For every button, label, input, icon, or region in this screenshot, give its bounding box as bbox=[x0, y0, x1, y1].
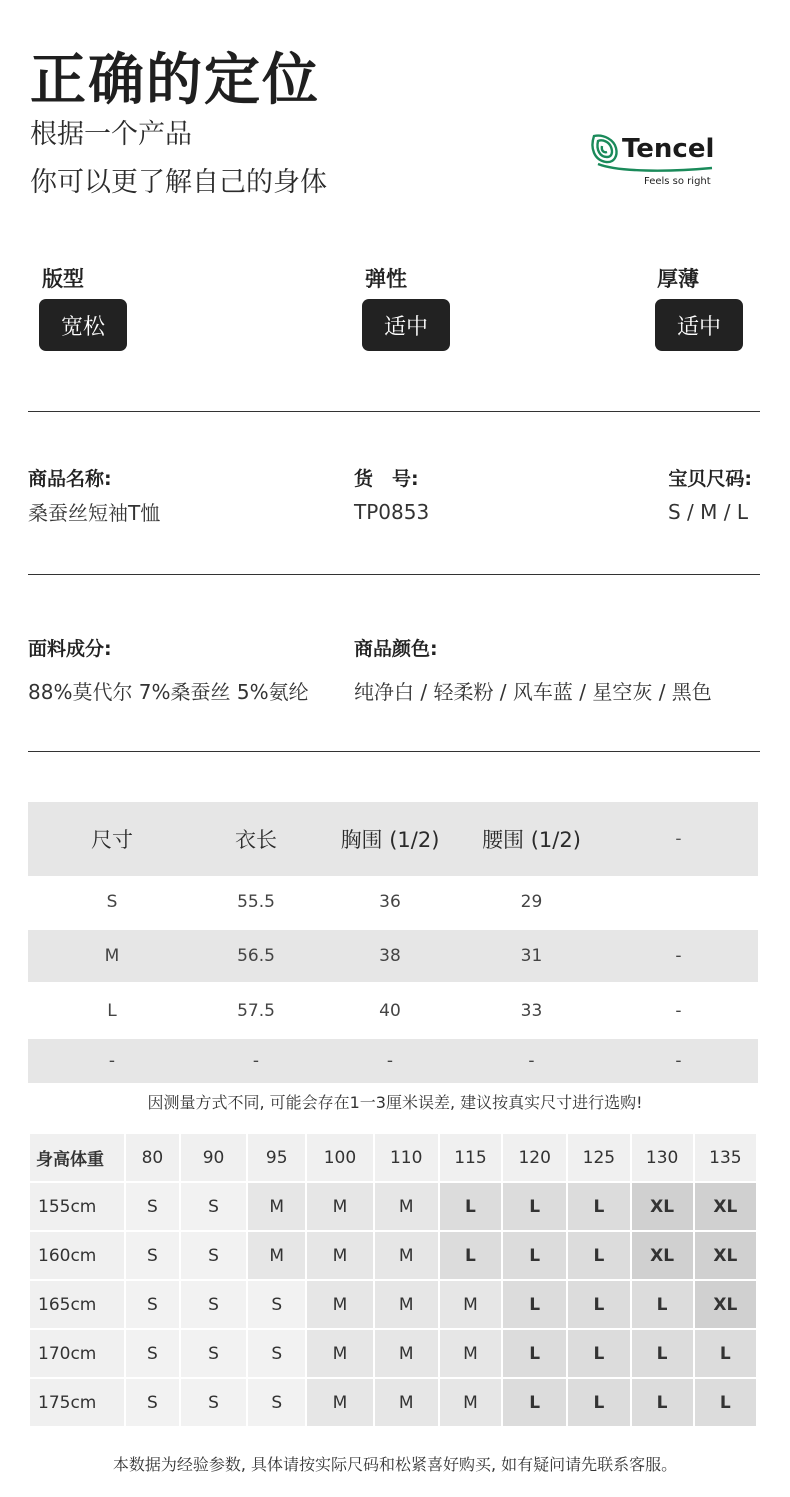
fit-size-cell: L bbox=[440, 1183, 501, 1230]
fit-height-label: 160cm bbox=[30, 1232, 124, 1279]
fit-weight-header: 100 bbox=[307, 1134, 372, 1181]
fit-size-cell: L bbox=[695, 1379, 756, 1426]
fit-size-cell: M bbox=[375, 1232, 438, 1279]
color-value: 纯净白 / 轻柔粉 / 风车蓝 / 星空灰 / 黑色 bbox=[354, 680, 712, 704]
fit-size-cell: L bbox=[568, 1281, 629, 1328]
fit-size-cell: XL bbox=[695, 1232, 756, 1279]
fit-height-label: 165cm bbox=[30, 1281, 124, 1328]
fit-size-cell: M bbox=[307, 1330, 372, 1377]
fit-size-cell: S bbox=[181, 1379, 246, 1426]
table-row bbox=[30, 1281, 756, 1328]
fit-size-cell: S bbox=[181, 1183, 246, 1230]
fit-size-cell: S bbox=[126, 1183, 179, 1230]
fit-weight-header: 135 bbox=[695, 1134, 756, 1181]
subtitle-line-1: 根据一个产品 bbox=[30, 119, 192, 150]
table-cell: 38 bbox=[379, 946, 401, 966]
table-cell: - bbox=[252, 1051, 260, 1071]
size-header-cell: - bbox=[675, 829, 682, 849]
fit-weight-header: 90 bbox=[181, 1134, 246, 1181]
fit-size-cell: M bbox=[440, 1330, 501, 1377]
size-header-cell: 衣长 bbox=[235, 828, 277, 852]
size-table-header bbox=[28, 802, 758, 876]
size-header-cell: 尺寸 bbox=[91, 828, 133, 852]
fit-size-cell: M bbox=[307, 1379, 372, 1426]
fit-size-cell: S bbox=[248, 1281, 305, 1328]
sku-label: 货 号: bbox=[354, 468, 419, 490]
fit-weight-header: 80 bbox=[126, 1134, 179, 1181]
fabric-label: 面料成分: bbox=[28, 638, 112, 660]
table-cell: - bbox=[528, 1051, 535, 1071]
fit-height-label: 155cm bbox=[30, 1183, 124, 1230]
table-cell: S bbox=[106, 892, 118, 912]
subtitle-line-2: 你可以更了解自己的身体 bbox=[30, 167, 327, 198]
table-cell: - bbox=[675, 1051, 682, 1071]
fit-size-cell: L bbox=[440, 1232, 501, 1279]
fit-size-cell: M bbox=[375, 1330, 438, 1377]
fit-table bbox=[28, 1132, 758, 1428]
attr-label-thickness: 厚薄 bbox=[657, 267, 699, 291]
fit-size-cell: L bbox=[568, 1330, 629, 1377]
fit-size-cell: XL bbox=[695, 1281, 756, 1328]
size-label: 宝贝尺码: bbox=[668, 468, 752, 490]
size-value: S / M / L bbox=[668, 500, 748, 524]
product-name-value: 桑蚕丝短袖T恤 bbox=[28, 501, 161, 525]
table-cell: 40 bbox=[379, 1000, 401, 1021]
fit-height-label: 175cm bbox=[30, 1379, 124, 1426]
table-cell: - bbox=[675, 946, 682, 966]
fit-size-cell: S bbox=[126, 1379, 179, 1426]
table-cell: - bbox=[675, 1000, 682, 1021]
fit-size-cell: L bbox=[695, 1330, 756, 1377]
fit-size-cell: L bbox=[503, 1379, 566, 1426]
footer-note: 本数据为经验参数, 具体请按实际尺码和松紧喜好购买, 如有疑问请先联系客服。 bbox=[112, 1455, 678, 1474]
fit-weight-header: 130 bbox=[632, 1134, 693, 1181]
fit-size-cell: S bbox=[126, 1281, 179, 1328]
fit-size-cell: S bbox=[248, 1379, 305, 1426]
sku-value: TP0853 bbox=[354, 500, 430, 524]
attr-chip-thickness: 适中 bbox=[655, 299, 743, 351]
fit-size-cell: XL bbox=[632, 1232, 693, 1279]
fit-size-cell: S bbox=[126, 1232, 179, 1279]
fit-height-label: 170cm bbox=[30, 1330, 124, 1377]
table-cell: - bbox=[108, 1051, 116, 1071]
size-header-cell: 腰围 (1/2) bbox=[482, 828, 581, 852]
table-row bbox=[30, 1232, 756, 1279]
table-cell: 31 bbox=[520, 946, 543, 966]
fit-weight-header: 110 bbox=[375, 1134, 438, 1181]
size-table bbox=[28, 802, 758, 1083]
table-row bbox=[28, 930, 758, 982]
fit-size-cell: M bbox=[248, 1232, 305, 1279]
divider bbox=[28, 751, 760, 752]
table-row bbox=[30, 1183, 756, 1230]
fabric-value: 88%莫代尔 7%桑蚕丝 5%氨纶 bbox=[28, 680, 309, 704]
table-row bbox=[30, 1379, 756, 1426]
table-row bbox=[28, 982, 758, 1039]
tencel-logo bbox=[588, 128, 728, 192]
table-row bbox=[30, 1330, 756, 1377]
fit-weight-header: 95 bbox=[248, 1134, 305, 1181]
table-cell: 29 bbox=[520, 892, 543, 912]
fit-size-cell: L bbox=[503, 1232, 566, 1279]
fit-size-cell: L bbox=[568, 1379, 629, 1426]
measurement-note: 因测量方式不同, 可能会存在1一3厘米误差, 建议按真实尺寸进行选购! bbox=[147, 1093, 643, 1112]
fit-size-cell: M bbox=[440, 1281, 501, 1328]
table-row bbox=[28, 876, 758, 928]
fit-size-cell: L bbox=[632, 1330, 693, 1377]
fit-size-cell: L bbox=[503, 1281, 566, 1328]
fit-size-cell: S bbox=[181, 1232, 246, 1279]
fit-size-cell: M bbox=[440, 1379, 501, 1426]
fit-size-cell: M bbox=[375, 1281, 438, 1328]
fit-size-cell: XL bbox=[632, 1183, 693, 1230]
table-cell: 55.5 bbox=[237, 892, 275, 912]
table-cell: 57.5 bbox=[237, 1000, 275, 1021]
attr-chip-elasticity: 适中 bbox=[362, 299, 450, 351]
divider bbox=[28, 411, 760, 412]
attr-chip-fit: 宽松 bbox=[39, 299, 127, 351]
fit-size-cell: M bbox=[307, 1183, 372, 1230]
fit-size-cell: M bbox=[307, 1281, 372, 1328]
table-cell: M bbox=[104, 946, 120, 966]
fit-size-cell: L bbox=[632, 1379, 693, 1426]
fit-size-cell: L bbox=[568, 1232, 629, 1279]
fit-size-cell: L bbox=[503, 1183, 566, 1230]
fit-size-cell: S bbox=[181, 1281, 246, 1328]
fit-size-cell: M bbox=[375, 1379, 438, 1426]
fit-header-row bbox=[30, 1134, 756, 1181]
divider bbox=[28, 574, 760, 575]
fit-size-cell: M bbox=[248, 1183, 305, 1230]
attr-label-elasticity: 弹性 bbox=[365, 267, 407, 291]
fit-size-cell: M bbox=[375, 1183, 438, 1230]
table-row bbox=[28, 1039, 758, 1083]
fit-weight-header: 120 bbox=[503, 1134, 566, 1181]
fit-size-cell: M bbox=[307, 1232, 372, 1279]
fit-size-cell: XL bbox=[695, 1183, 756, 1230]
color-label: 商品颜色: bbox=[354, 638, 438, 660]
fit-corner-label: 身高体重 bbox=[30, 1134, 124, 1181]
fit-size-cell: L bbox=[503, 1330, 566, 1377]
fit-size-cell: L bbox=[632, 1281, 693, 1328]
product-name-label: 商品名称: bbox=[28, 468, 112, 490]
table-cell: L bbox=[107, 1000, 117, 1021]
page-title: 正确的定位 bbox=[30, 48, 320, 113]
attr-label-fit: 版型 bbox=[42, 267, 84, 291]
table-cell: 36 bbox=[379, 892, 401, 912]
fit-size-cell: S bbox=[181, 1330, 246, 1377]
fit-size-cell: S bbox=[248, 1330, 305, 1377]
table-cell: 33 bbox=[520, 1000, 543, 1021]
logo-brand: Tencel bbox=[622, 134, 715, 164]
table-cell: - bbox=[386, 1051, 394, 1071]
size-header-cell: 胸围 (1/2) bbox=[340, 828, 440, 852]
fit-weight-header: 115 bbox=[440, 1134, 501, 1181]
fit-size-cell: L bbox=[568, 1183, 629, 1230]
logo-tagline: Feels so right bbox=[644, 176, 711, 187]
fit-weight-header: 125 bbox=[568, 1134, 629, 1181]
fit-size-cell: S bbox=[126, 1330, 179, 1377]
table-cell: 56.5 bbox=[237, 946, 275, 966]
